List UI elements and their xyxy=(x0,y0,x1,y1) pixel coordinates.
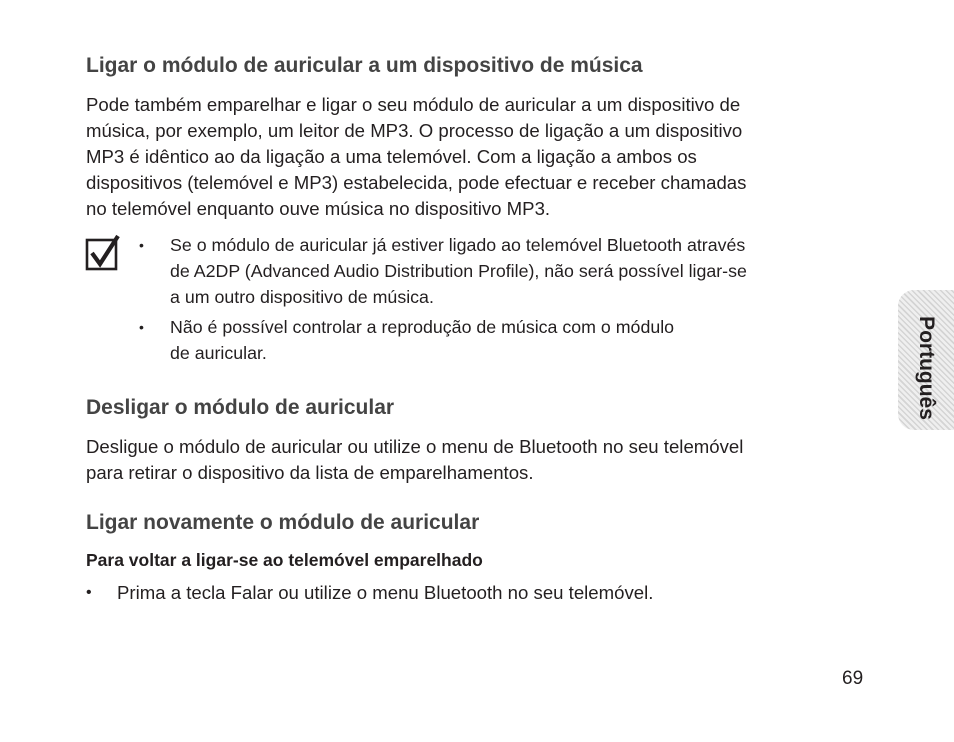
note-bullet: • xyxy=(139,319,144,335)
note-line: Se o módulo de auricular já estiver ligado ao telemóvel Bluetooth através xyxy=(170,235,746,255)
paragraph-line: MP3 é idêntico ao da ligação a uma telemóvel. Com a ligação a ambos os xyxy=(86,146,697,167)
note-item xyxy=(170,232,870,310)
paragraph-line: dispositivos (telemóvel e MP3) estabelecida, pode efectuar e receber chamadas xyxy=(86,172,747,193)
language-tab-label: Português xyxy=(915,316,938,420)
note-line: de A2DP (Advanced Audio Distribution Profile), não será possível ligar-se xyxy=(170,261,747,281)
paragraph-line: no telemóvel enquanto ouve música no dispositivo MP3. xyxy=(86,198,551,219)
section-heading-music-device: Ligar o módulo de auricular a um dispositivo de música xyxy=(86,54,643,77)
list-bullet: • xyxy=(86,584,92,601)
page-number: 69 xyxy=(842,668,864,689)
checkbox-check-icon xyxy=(85,233,121,271)
section-heading-disconnect: Desligar o módulo de auricular xyxy=(86,396,395,419)
section-paragraph-music-device xyxy=(86,92,886,222)
section-heading-reconnect: Ligar novamente o módulo de auricular xyxy=(86,511,480,534)
list-item: Prima a tecla Falar ou utilize o menu Bluetooth no seu telemóvel. xyxy=(117,582,654,603)
paragraph-line: Desligue o módulo de auricular ou utilize o menu de Bluetooth no seu telemóvel xyxy=(86,436,744,457)
note-line: de auricular. xyxy=(170,343,267,363)
note-line: a um outro dispositivo de música. xyxy=(170,287,434,307)
paragraph-line: música, por exemplo, um leitor de MP3. O processo de ligação a um dispositivo xyxy=(86,120,743,141)
section-paragraph-disconnect xyxy=(86,434,886,486)
paragraph-line: para retirar o dispositivo da lista de emparelhamentos. xyxy=(86,462,534,483)
note-bullet: • xyxy=(139,237,144,253)
subheading-reconnect-paired: Para voltar a ligar-se ao telemóvel emparelhado xyxy=(86,550,483,570)
paragraph-line: Pode também emparelhar e ligar o seu módulo de auricular a um dispositivo de xyxy=(86,94,741,115)
note-line: Não é possível controlar a reprodução de música com o módulo xyxy=(170,317,675,337)
note-item xyxy=(170,314,870,366)
